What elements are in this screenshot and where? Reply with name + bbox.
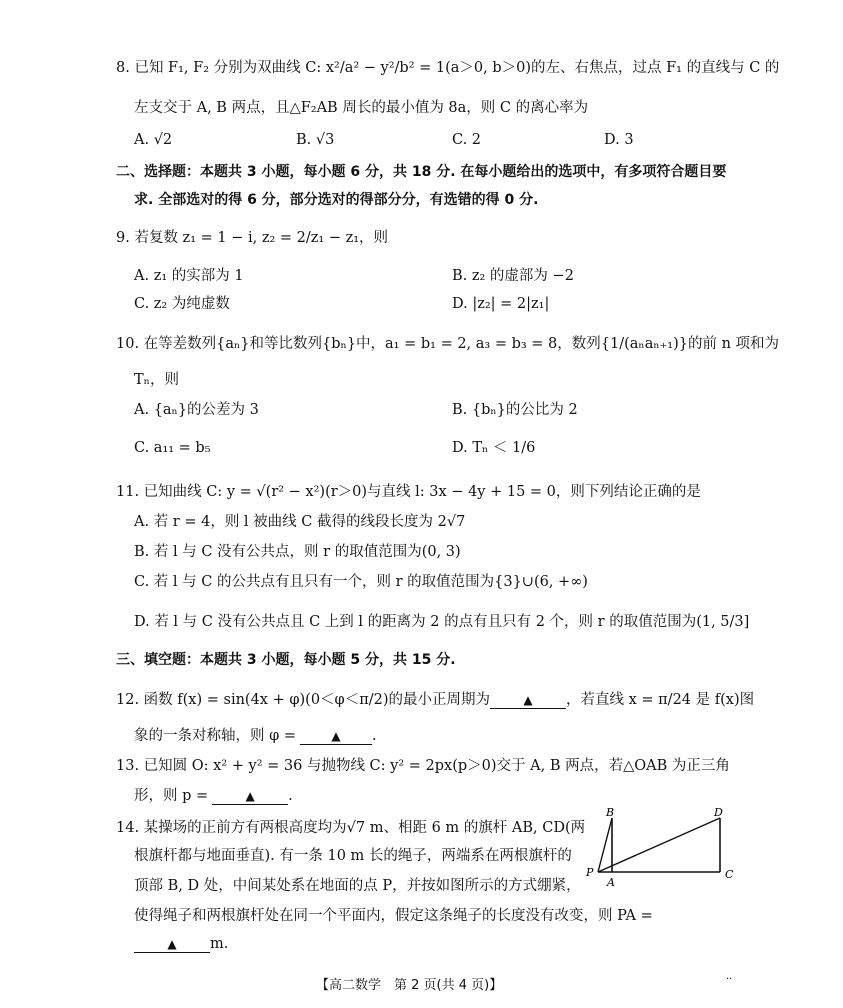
q10-option-d: D. Tₙ ＜ 1/6 xyxy=(452,440,536,456)
q10-line2: Tₙ，则 xyxy=(134,372,179,388)
q14-line3: 顶部 B, D 处，中间某处系在地面的点 P，并按如图所示的方式绷紧， xyxy=(134,878,581,894)
q8-line2: 左支交于 A, B 两点，且△F₂AB 周长的最小值为 8a，则 C 的离心率为 xyxy=(134,100,589,116)
page-footer: 【高二数学 第 2 页(共 4 页)】 xyxy=(316,978,503,993)
q14-line4: 使得绳子和两根旗杆处在同一个平面内，假定这条绳子的长度没有改变，则 PA = xyxy=(134,908,653,924)
section2-heading-line2: 求. 全部选对的得 6 分，部分选对的得部分分，有选错的得 0 分. xyxy=(134,192,539,208)
q13-line2-text-a: 形，则 p = xyxy=(134,788,209,804)
q8-option-b: B. √3 xyxy=(296,132,335,148)
q11-option-d: D. 若 l 与 C 没有公共点且 C 上到 l 的距离为 2 的点有且只有 2 个，则 r 的取值范围为(1, 5/3] xyxy=(134,614,750,630)
q12-line2-text-b: . xyxy=(372,728,377,744)
section2-heading-line1: 二、选择题：本题共 3 小题，每小题 6 分，共 18 分. 在每小题给出的选项中，有多项符合题目要 xyxy=(116,164,727,180)
q11-option-c: C. 若 l 与 C 的公共点有且只有一个，则 r 的取值范围为{3}∪(6, +∞) xyxy=(134,574,588,590)
q14-line5 xyxy=(134,934,228,954)
footer-mark: ·· xyxy=(726,974,733,985)
q11-stem: 11. 已知曲线 C: y = √(r² − x²)(r＞0)与直线 l: 3x − 4y + 15 = 0，则下列结论正确的是 xyxy=(116,484,701,500)
label-a: A xyxy=(607,876,615,889)
q9-option-c: C. z₂ 为纯虚数 xyxy=(134,296,230,312)
flagpole-figure xyxy=(580,806,740,896)
q11-option-a: A. 若 r = 4，则 l 被曲线 C 截得的线段长度为 2√7 xyxy=(134,514,466,530)
q13-answer-blank xyxy=(212,786,288,805)
rope-pb xyxy=(598,818,612,872)
q13-line2-text-b: . xyxy=(288,788,293,804)
label-p: P xyxy=(586,866,594,879)
q12-answer-blank-1 xyxy=(490,690,566,709)
q14-line5-text: m. xyxy=(210,936,229,952)
q13-line2 xyxy=(134,786,293,806)
rope-pd xyxy=(598,818,720,872)
q14-answer-blank xyxy=(134,934,210,953)
q9-option-a: A. z₁ 的实部为 1 xyxy=(134,268,244,284)
q8-option-d: D. 3 xyxy=(604,132,634,148)
q13-line1: 13. 已知圆 O: x² + y² = 36 与抛物线 C: y² = 2px(p＞0)交于 A, B 两点，若△OAB 为正三角 xyxy=(116,758,730,774)
label-c: C xyxy=(725,868,734,881)
blank-triangle-icon: ▲ xyxy=(331,729,341,743)
q14-line1: 14. 某操场的正前方有两根高度均为√7 m、相距 6 m 的旗杆 AB, CD(两 xyxy=(116,820,586,836)
q12-line2-text-a: 象的一条对称轴，则 φ = xyxy=(134,728,297,744)
q9-option-d: D. |z₂| = 2|z₁| xyxy=(452,296,550,312)
q10-option-b: B. {bₙ}的公比为 2 xyxy=(452,402,578,418)
q10-option-c: C. a₁₁ = b₅ xyxy=(134,440,211,456)
q8-line1: 8. 已知 F₁, F₂ 分别为双曲线 C: x²/a² − y²/b² = 1(a＞0, b＞0)的左、右焦点，过点 F₁ 的直线与 C 的 xyxy=(116,60,780,76)
q9-stem: 9. 若复数 z₁ = 1 − i, z₂ = 2/z₁ − z₁，则 xyxy=(116,230,389,246)
q14-line2: 根旗杆都与地面垂直). 有一条 10 m 长的绳子，两端系在两根旗杆的 xyxy=(134,848,572,864)
q9-option-b: B. z₂ 的虚部为 −2 xyxy=(452,268,574,284)
q10-line1: 10. 在等差数列{aₙ}和等比数列{bₙ}中，a₁ = b₁ = 2, a₃ = b₃ = 8，数列{1/(aₙaₙ₊₁)}的前 n 项和为 xyxy=(116,336,780,352)
q11-option-b: B. 若 l 与 C 没有公共点，则 r 的取值范围为(0, 3) xyxy=(134,544,461,560)
q12-line1-text-a: 12. 函数 f(x) = sin(4x + φ)(0＜φ＜π/2)的最小正周期为 xyxy=(116,692,490,708)
q12-answer-blank-2 xyxy=(300,726,372,745)
label-d: D xyxy=(714,806,723,819)
blank-triangle-icon: ▲ xyxy=(167,937,177,951)
section3-heading: 三、填空题：本题共 3 小题，每小题 5 分，共 15 分. xyxy=(116,652,456,668)
blank-triangle-icon: ▲ xyxy=(245,789,255,803)
q12-line1-text-b: ，若直线 x = π/24 是 f(x)图 xyxy=(566,692,755,708)
q12-line1 xyxy=(116,690,754,710)
q8-option-c: C. 2 xyxy=(452,132,482,148)
label-b: B xyxy=(606,806,615,819)
q8-option-a: A. √2 xyxy=(134,132,173,148)
blank-triangle-icon: ▲ xyxy=(523,693,533,707)
q12-line2 xyxy=(134,726,377,746)
q10-option-a: A. {aₙ}的公差为 3 xyxy=(134,402,259,418)
